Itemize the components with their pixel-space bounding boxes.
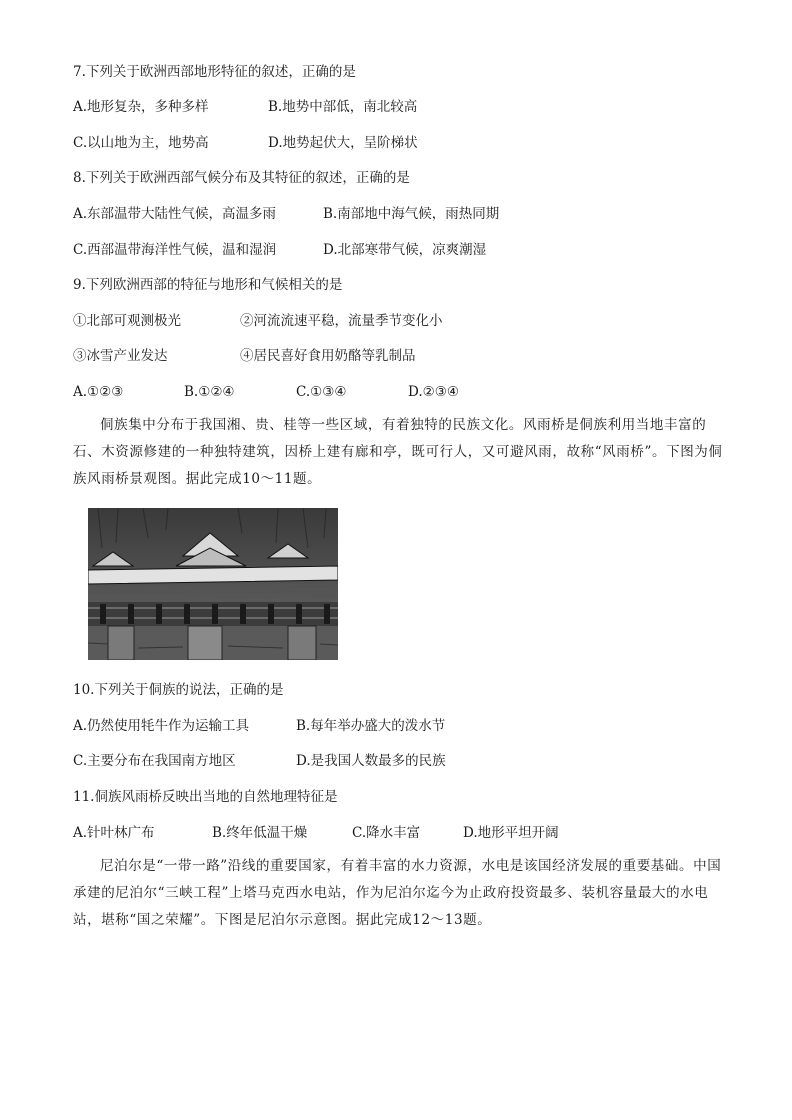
q7-option-c: C.以山地为主，地势高 bbox=[73, 135, 209, 151]
q8-stem: 8.下列关于欧洲西部气候分布及其特征的叙述，正确的是 bbox=[73, 170, 410, 186]
q9-item-2: ②河流流速平稳，流量季节变化小 bbox=[240, 313, 443, 329]
passage-nepal: 尼泊尔是“一带一路”沿线的重要国家，有着丰富的水力资源，水电是该国经济发展的重要基础。中国承建的尼泊尔“三峡工程”上塔马克西水电站，作为尼泊尔迄今为止政府投资最多、装机容量最大的水电站，堪称“国之荣耀”。下图是尼泊尔示意图。据此完成12～13题。 bbox=[73, 858, 722, 928]
wind-rain-bridge-photo bbox=[88, 508, 338, 660]
passage-wind-rain-bridge: 侗族集中分布于我国湘、贵、桂等一些区域，有着独特的民族文化。风雨桥是侗族利用当地丰富的石、木资源修建的一种独特建筑，因桥上建有廊和亭，既可行人，又可避风雨，故称“风雨桥”。下图为侗族风雨桥景观图。据此完成10～11题。 bbox=[73, 417, 723, 487]
q11-option-a: A.针叶林广布 bbox=[73, 825, 155, 841]
q8-option-b: B.南部地中海气候，雨热同期 bbox=[323, 206, 500, 222]
q11-stem: 11.侗族风雨桥反映出当地的自然地理特征是 bbox=[73, 789, 338, 805]
q10-stem: 10.下列关于侗族的说法，正确的是 bbox=[73, 682, 284, 698]
q9-item-3: ③冰雪产业发达 bbox=[73, 348, 168, 364]
q9-item-1: ①北部可观测极光 bbox=[73, 313, 181, 329]
q9-option-c: C.①③④ bbox=[296, 384, 347, 400]
q9-option-a: A.①②③ bbox=[73, 384, 124, 400]
q10-option-a: A.仍然使用牦牛作为运输工具 bbox=[73, 718, 250, 734]
q8-option-c: C.西部温带海洋性气候，温和湿润 bbox=[73, 242, 277, 258]
q7-option-b: B.地势中部低，南北较高 bbox=[268, 99, 418, 115]
q7-stem: 7.下列关于欧洲西部地形特征的叙述，正确的是 bbox=[73, 64, 356, 80]
q7-option-d: D.地势起伏大，呈阶梯状 bbox=[268, 135, 418, 151]
q10-option-c: C.主要分布在我国南方地区 bbox=[73, 753, 236, 769]
q8-option-a: A.东部温带大陆性气候，高温多雨 bbox=[73, 206, 277, 222]
q7-option-a: A.地形复杂，多种多样 bbox=[73, 99, 209, 115]
q9-option-b: B.①②④ bbox=[184, 384, 235, 400]
q9-option-d: D.②③④ bbox=[408, 384, 459, 400]
q9-stem: 9.下列欧洲西部的特征与地形和气候相关的是 bbox=[73, 277, 343, 293]
q11-option-c: C.降水丰富 bbox=[352, 825, 421, 841]
q11-option-b: B.终年低温干燥 bbox=[212, 825, 308, 841]
q10-option-d: D.是我国人数最多的民族 bbox=[296, 753, 446, 769]
q10-option-b: B.每年举办盛大的泼水节 bbox=[296, 718, 446, 734]
q11-option-d: D.地形平坦开阔 bbox=[463, 825, 559, 841]
q9-item-4: ④居民喜好食用奶酪等乳制品 bbox=[240, 348, 416, 364]
q8-option-d: D.北部寒带气候，凉爽潮湿 bbox=[323, 242, 487, 258]
